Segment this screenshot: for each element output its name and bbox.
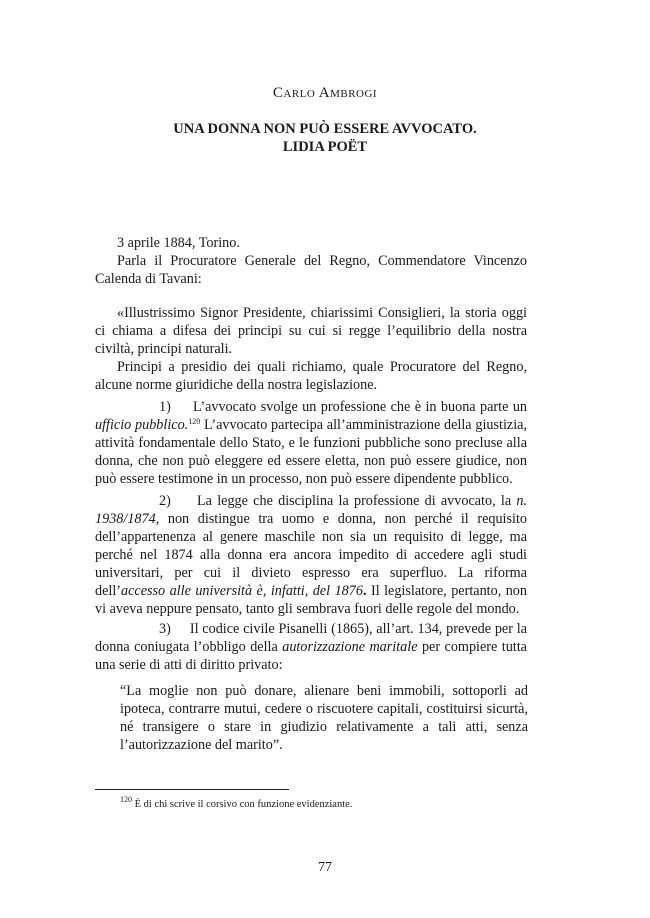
- chapter-title-line-1: UNA DONNA NON PUÒ ESSERE AVVOCATO.: [173, 121, 477, 137]
- list-item-text: L’avvocato partecipa all’amministrazione della giustizia, attività fondamentale dello Stato, e le funzioni pubbliche sono precluse alla donna, che non può eleggere ed essere eletta, non può essere giudice, non può essere testimone in un processo, non può essere dipendente pubblico.: [95, 417, 527, 487]
- list-item-text: L’avvocato svolge un professione che è in buona parte un: [192, 399, 528, 415]
- list-item-text: La legge che disciplina la professione di avvocato, la: [197, 493, 517, 509]
- chapter-title-line-2: LIDIA POËT: [282, 139, 368, 155]
- italic-term: autorizzazione maritale: [282, 639, 418, 655]
- block-quote: [120, 682, 528, 754]
- speaker-line: Parla il Procuratore Generale del Regno, Commendatore Vincenzo Calenda di Tavani:: [95, 253, 527, 287]
- italic-term: n. 1938/1874: [95, 493, 527, 527]
- speech-paragraph-2: Principi a presidio dei quali richiamo, quale Procuratore del Regno, alcune norme giuridiche della nostra legislazione.: [95, 359, 527, 393]
- bold-period: .: [362, 583, 367, 599]
- list-item-text: , non distingue tra uomo e donna, non perché il requisito dell’appartenenza al genere maschile non sia un requisito di legge, ma perché nel 1874 alla donna era ancora impedito di accedere agli studi universitari, per cui il divieto espresso era superfluo. La riforma dell’: [95, 511, 527, 599]
- list-number: 3): [159, 621, 171, 637]
- page-number: 77: [318, 860, 332, 875]
- list-item-1: [95, 398, 527, 488]
- list-item-text: Il legislatore, pertanto, non vi aveva neppure pensato, tanto gli sembrava fuori delle regole del mondo.: [95, 583, 527, 617]
- list-item-3: [95, 620, 527, 674]
- footnote-separator: [95, 789, 289, 790]
- intro-block: [95, 234, 527, 288]
- footnote: [120, 795, 540, 812]
- italic-term: accesso alle università è, infatti, del 1876: [121, 583, 363, 599]
- italic-term: ufficio pubblico.: [95, 417, 189, 433]
- chapter-title: [0, 120, 650, 156]
- running-header-author: Carlo Ambrogi: [272, 85, 378, 101]
- list-number: 1): [159, 399, 171, 415]
- footnote-reference: 120: [188, 417, 201, 426]
- list-number: 2): [159, 493, 171, 509]
- footnote-text: È di chi scrive il corsivo con funzione evidenziante.: [134, 799, 353, 810]
- list-item-text: per compiere tutta una serie di atti di diritto privato:: [95, 639, 527, 673]
- footnote-number: 120: [120, 795, 132, 804]
- quote-text: “La moglie non può donare, alienare beni immobili, sottoporli ad ipoteca, contrarre mutui, cedere o riscuotere capitali, costituirsi sicurtà, né transigere o stare in giudizio relativamente a tali atti, senza l’autorizzazione del marito”.: [120, 683, 528, 753]
- speech-paragraph-1: «Illustrissimo Signor Presidente, chiarissimi Consiglieri, la storia oggi ci chiama a difesa dei principi su cui si regge l’equilibrio della nostra civiltà, principi naturali.: [95, 305, 527, 357]
- speech-block: [95, 304, 527, 674]
- list-item-text: Il codice civile Pisanelli (1865), all’art. 134, prevede per la donna coniugata l’obbligo della: [95, 621, 527, 655]
- date-line: 3 aprile 1884, Torino.: [117, 235, 240, 251]
- list-item-2: [95, 492, 527, 618]
